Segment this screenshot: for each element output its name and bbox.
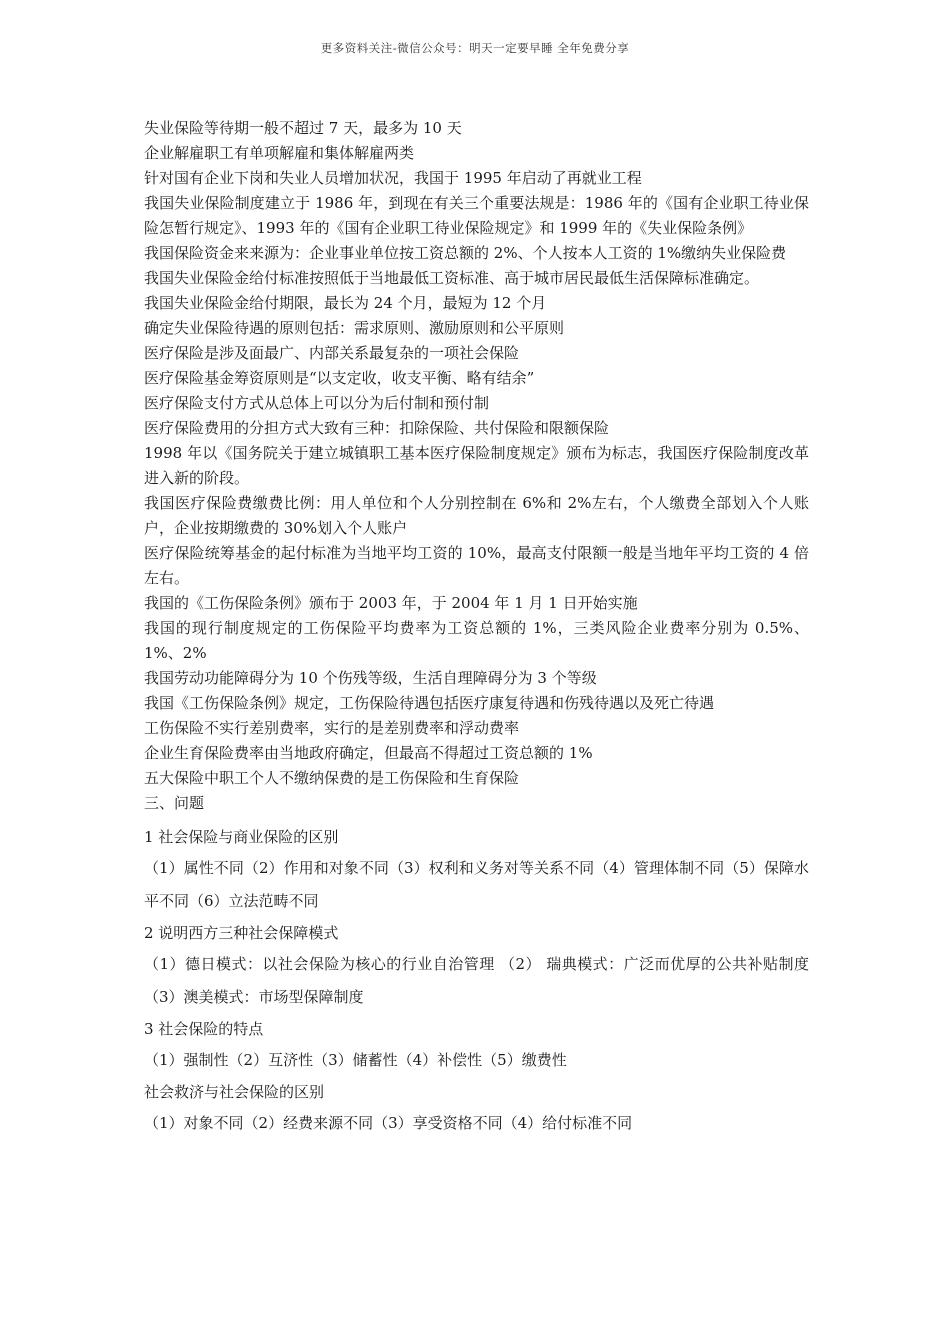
fact-line: 医疗保险支付方式从总体上可以分为后付制和预付制 [144, 394, 490, 412]
fact-line: 确定失业保险待遇的原则包括：需求原则、激励原则和公平原则 [144, 319, 565, 337]
fact-line: 我国失业保险制度建立于 1986 年，到现在有关三个重要法规是：1986 年的《国有企业职工待业保险怎暂行规定》、1993 年的《国有企业职工待业保险规定》和 1999 年的《失业保险条例》 [144, 194, 809, 237]
question-heading: 1 社会保险与商业保险的区别 [144, 828, 339, 846]
fact-line: 企业解雇职工有单项解雇和集体解雇两类 [144, 144, 415, 162]
question-answer: （1）强制性（2）互济性（3）储蓄性（4）补偿性（5）缴费性 [144, 1051, 567, 1069]
fact-line: 我国失业保险金给付期限，最长为 24 个月，最短为 12 个月 [144, 294, 547, 312]
question-answer: （1）对象不同（2）经费来源不同（3）享受资格不同（4）给付标准不同 [144, 1114, 633, 1132]
question-answer: （1）德日模式：以社会保险为核心的行业自治管理 （2） 瑞典模式：广泛而优厚的公共补贴制度（3）澳美模式：市场型保障制度 [144, 955, 809, 1006]
question-heading: 2 说明西方三种社会保障模式 [144, 924, 339, 942]
fact-line: 企业生育保险费率由当地政府确定，但最高不得超过工资总额的 1% [144, 744, 593, 762]
question-heading: 3 社会保险的特点 [144, 1020, 264, 1038]
document-body [144, 116, 809, 1140]
question-answer: （1）属性不同（2）作用和对象不同（3）权利和义务对等关系不同（4）管理体制不同（5）保障水平不同（6）立法范畴不同 [144, 859, 809, 910]
fact-line: 我国的现行制度规定的工伤保险平均费率为工资总额的 1%，三类风险企业费率分别为 0.5%、1%、2% [144, 619, 809, 662]
fact-line: 我国的《工伤保险条例》颁布于 2003 年，于 2004 年 1 月 1 日开始实施 [144, 594, 638, 612]
fact-line: 我国劳动功能障碍分为 10 个伤残等级，生活自理障碍分为 3 个等级 [144, 669, 597, 687]
fact-line: 工伤保险不实行差别费率，实行的是差别费率和浮动费率 [144, 719, 520, 737]
fact-line: 失业保险等待期一般不超过 7 天，最多为 10 天 [144, 119, 462, 137]
fact-line: 医疗保险统筹基金的起付标准为当地平均工资的 10%，最高支付限额一般是当地年平均工资的 4 倍左右。 [144, 544, 809, 587]
facts-list [144, 116, 809, 791]
question-heading: 社会救济与社会保险的区别 [144, 1083, 325, 1101]
fact-line: 我国失业保险金给付标准按照低于当地最低工资标准、高于城市居民最低生活保障标准确定。 [144, 269, 760, 287]
questions-list [144, 822, 809, 1140]
fact-line: 针对国有企业下岗和失业人员增加状况，我国于 1995 年启动了再就业工程 [144, 169, 642, 187]
fact-line: 1998 年以《国务院关于建立城镇职工基本医疗保险制度规定》颁布为标志，我国医疗保险制度改革进入新的阶段。 [144, 444, 809, 487]
fact-line: 我国保险资金来来源为：企业事业单位按工资总额的 2%、个人按本人工资的 1%缴纳失业保险费 [144, 244, 787, 262]
section-title: 三、问题 [144, 794, 205, 812]
fact-line: 我国医疗保险费缴费比例：用人单位和个人分别控制在 6%和 2%左右，个人缴费全部划入个人账户，企业按期缴费的 30%划入个人账户 [144, 494, 809, 537]
fact-line: 我国《工伤保险条例》规定，工伤保险待遇包括医疗康复待遇和伤残待遇以及死亡待遇 [144, 694, 715, 712]
fact-line: 医疗保险费用的分担方式大致有三种：扣除保险、共付保险和限额保险 [144, 419, 610, 437]
fact-line: 五大保险中职工个人不缴纳保费的是工伤保险和生育保险 [144, 769, 520, 787]
page-header-notice: 更多资料关注-微信公众号：明天一定要早睡 全年免费分享 [320, 41, 630, 55]
fact-line: 医疗保险基金筹资原则是“以支定收，收支平衡、略有结余” [144, 369, 535, 387]
fact-line: 医疗保险是涉及面最广、内部关系最复杂的一项社会保险 [144, 344, 520, 362]
